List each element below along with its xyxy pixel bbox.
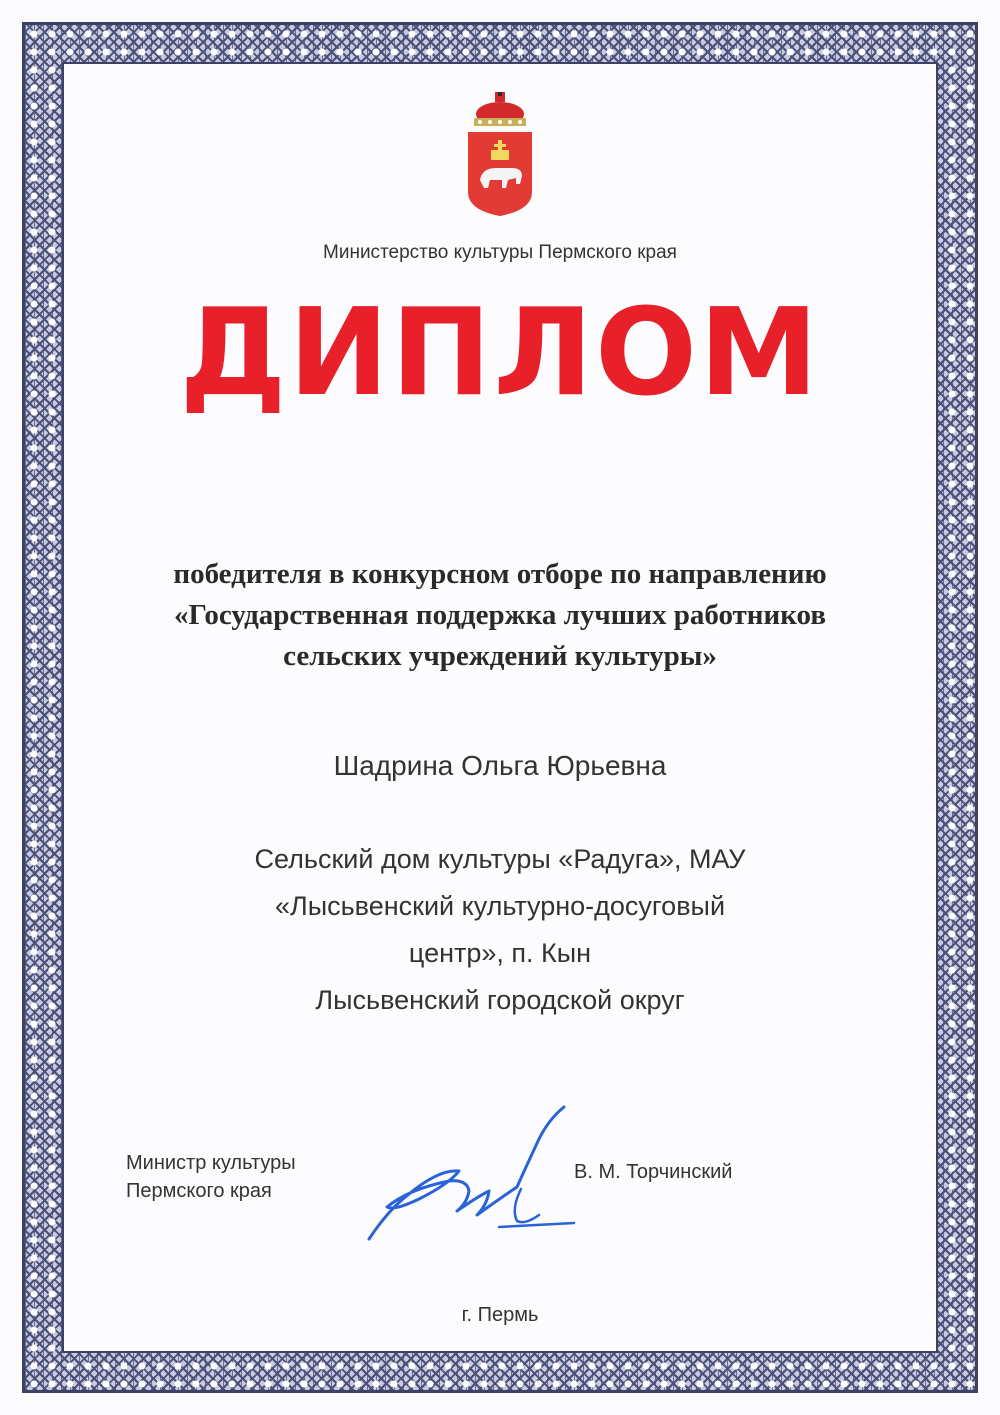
organization-line: Лысьвенский городской округ	[315, 985, 685, 1015]
handwritten-signature	[349, 1099, 589, 1249]
signatory-role-line: Министр культуры	[126, 1152, 296, 1174]
organization-line: «Лысьвенский культурно-досуговый	[274, 891, 726, 921]
award-line: «Государственная поддержка лучших работников	[174, 599, 826, 631]
recipient-name: Шадрина Ольга Юрьевна	[333, 750, 667, 781]
signatory-role-line: Пермского края	[126, 1180, 272, 1202]
document-title: ДИПЛОМ	[179, 284, 821, 423]
diploma-content	[64, 64, 936, 1351]
signatory-role	[126, 1149, 296, 1205]
award-line: сельских учреждений культуры»	[283, 640, 717, 672]
award-line: победителя в конкурсном отборе по направлению	[173, 558, 827, 590]
perm-krai-coat-of-arms-icon	[466, 92, 534, 217]
organization-line: Сельский дом культуры «Радуга», МАУ	[254, 844, 746, 874]
organization-line: центр», п. Кын	[408, 938, 592, 968]
award-statement	[84, 554, 916, 677]
organization-block	[64, 836, 936, 1024]
issue-city: г. Пермь	[461, 1304, 539, 1326]
signatory-name: В. М. Торчинский	[574, 1161, 733, 1183]
issuer-ministry: Министерство культуры Пермского края	[323, 242, 677, 263]
